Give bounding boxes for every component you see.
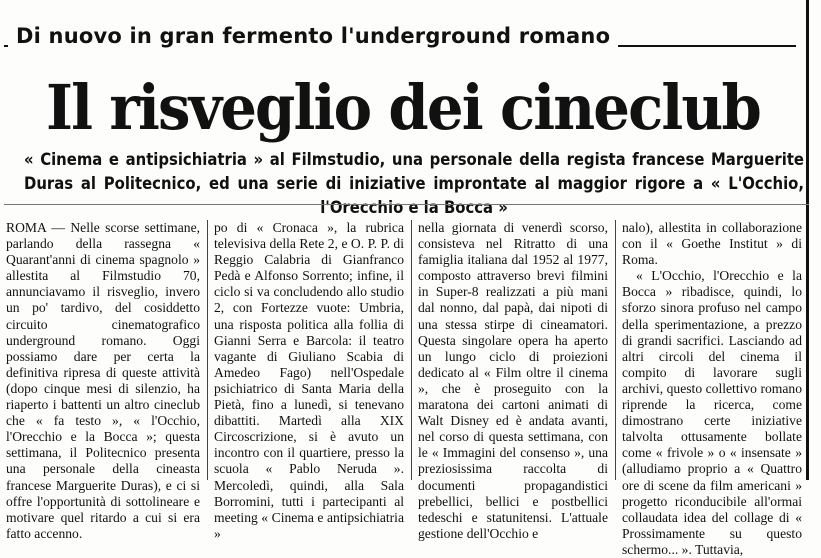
paragraph: po di « Cronaca », la rubrica televisiva della Rete 2, e O. P. P. di Reggio Calabria di Gianfranco Pedà e Alfonso Sorrento; infine, il ciclo si va concludendo allo studio 2, con Fortezze vuote: Umbria, una risposta politica alla follia di Gianni Serra e Barcola: il teatro vagante di Giuliano Scabia di Amedeo Fago) nell'Ospedale psichiatrico di Santa Maria della Pietà, fino a lunedì, si tenevano dibattiti. Martedì alla XIX Circoscrizione, si è avuto un incontro con il quartiere, presso la scuola « Pablo Neruda ». Mercoledì, quindi, alla Sala Borromini, tutti i partecipanti al meeting « Cinema e antipsichiatria »	[214, 220, 404, 541]
article-column-3	[418, 220, 608, 541]
article-column-4	[622, 220, 802, 557]
column-separator	[207, 220, 208, 480]
headline: Il risveglio dei cineclub	[46, 71, 760, 144]
column-separator	[615, 220, 616, 480]
page-edge-rule	[806, 0, 809, 480]
kicker: Di nuovo in gran fermento l'underground romano	[8, 24, 618, 48]
paragraph: nella giornata di venerdì scorso, consisteva nel Ritratto di una famiglia italiana dal 1952 al 1977, composto attraverso brevi filmini in Super-8 realizzati a più mani dal nonno, dal papà, dai nipoti di una stessa stirpe di cineamatori. Questa singolare opera ha aperto un lungo ciclo di proiezioni dedicato al « Film oltre il cinema », che è proseguito con la maratona dei cartoni animati di Walt Disney ed è andata avanti, nel corso di questa settimana, con le « Immagini del consenso », una preziosissima raccolta di documenti propagandistici prebellici, bellici e postbellici tedeschi e statunitensi. L'attuale gestione dell'Occhio e	[418, 220, 608, 541]
kicker-bar	[0, 24, 806, 60]
deck: « Cinema e antipsichiatria » al Filmstudio, una personale della regista francese Marguerite Duras al Politecnico, ed una serie di iniziative improntate al maggior rigore a « L'Occhio, l'Orecchio e la Bocca »	[24, 150, 804, 217]
column-separator	[411, 220, 412, 480]
paragraph: ROMA — Nelle scorse settimane, parlando della rassegna « Quarant'anni di cinema spagnolo » allestita al Filmstudio 70, annunciavamo il risveglio, invero un po' tardivo, del cosiddetto circuito cinematografico underground romano. Oggi possiamo dare per certa la definitiva ripresa di queste attività (dopo cinque mesi di silenzio, ha riaperto i battenti un altro cineclub che « fa testo », « l'Occhio, l'Orecchio e la Bocca »; questa settimana, il Politecnico presenta una personale della cineasta francese Marguerite Duras), e ci si offre l'opportunità di sottolineare e motivare quel ritardo a cui si era fatto accenno.	[6, 220, 200, 541]
body-rule	[4, 204, 809, 205]
article-column-1	[6, 220, 200, 541]
paragraph: « L'Occhio, l'Orecchio e la Bocca » ribadisce, quindi, lo sforzo sinora profuso nel campo della sperimentazione, a prezzo di grandi sacrifici. Lasciando ad altri circoli del cinema il compito di lavorare sugli archivi, questo collettivo romano riprende la ricerca, come dimostrano certe iniziative talvolta ottusamente bollate come « frivole » o « insensate » (alludiamo proprio a « Quattro ore di scene da film americani » progetto riconducibile all'ormai collaudata idea del collage di « Prossimamente su questo schermo... ». Tuttavia,	[622, 268, 802, 557]
paragraph: nalo), allestita in collaborazione con il « Goethe Institut » di Roma.	[622, 220, 802, 268]
article-column-2	[214, 220, 404, 541]
